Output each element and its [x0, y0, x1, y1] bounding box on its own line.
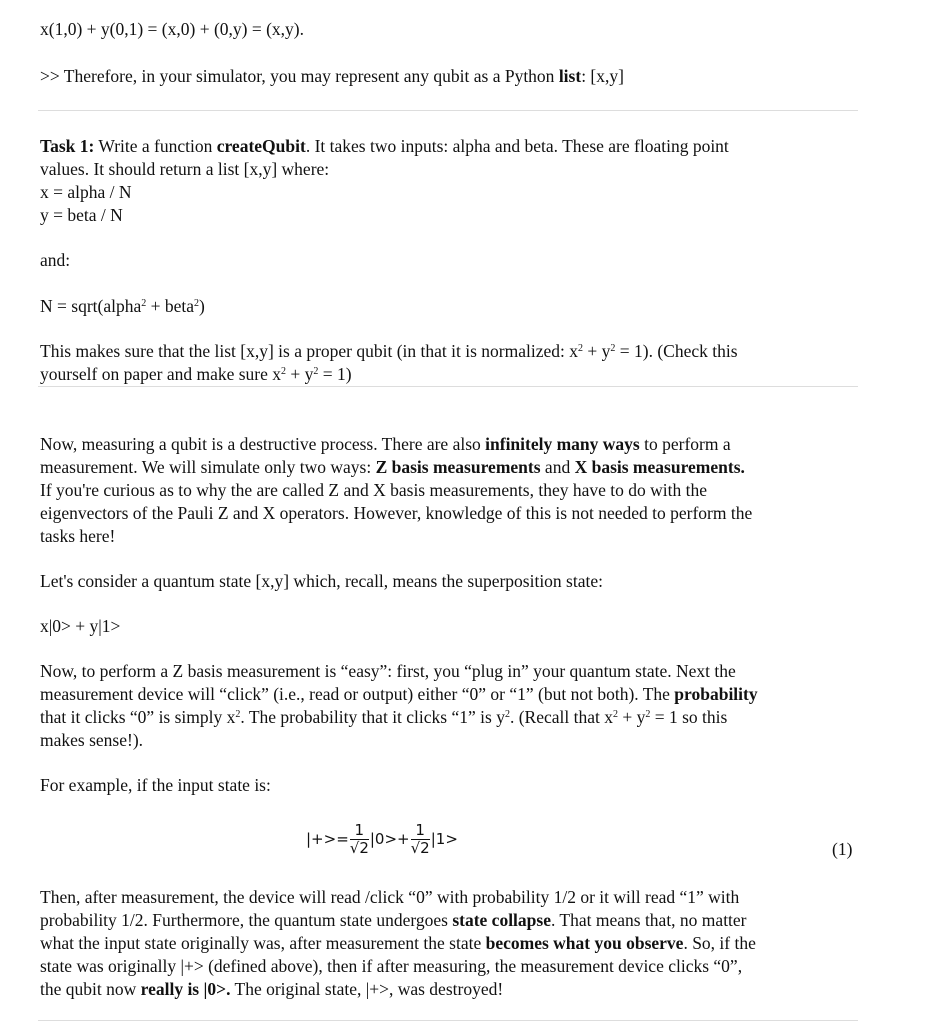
z-basis-line3: [40, 706, 727, 729]
eq-lhs: |+>=: [306, 830, 349, 848]
bold-text: probability: [674, 684, 758, 704]
superscript: 2: [141, 298, 147, 309]
z-basis-line1: Now, to perform a Z basis measurement is “easy”: first, you “plug in” your quantum state. Next the: [40, 661, 736, 681]
superscript: 2: [578, 343, 584, 354]
text: . So, if the: [683, 933, 756, 953]
eq-ket0: |0>+: [369, 830, 410, 848]
superscript: 2: [235, 709, 241, 720]
superscript: 2: [281, 366, 287, 377]
bold-text: Z basis measurements: [375, 457, 541, 477]
text: measurement. We will simulate only two ways:: [40, 457, 376, 477]
text: + y: [583, 341, 611, 361]
fraction: [350, 822, 369, 857]
note-suffix: : [x,y]: [581, 66, 624, 86]
superscript: 2: [504, 709, 510, 720]
y-definition: y = beta / N: [40, 205, 123, 225]
equation-number: (1): [832, 839, 853, 859]
text: + y: [286, 364, 314, 384]
example-intro: For example, if the input state is:: [40, 775, 271, 795]
n-suffix: ): [199, 296, 205, 316]
task1-line2: values. It should return a list [x,y] where:: [40, 159, 330, 179]
text: what the input state originally was, after measurement the state: [40, 933, 486, 953]
representation-note: [40, 65, 624, 88]
superposition-state: x|0> + y|1>: [40, 616, 121, 636]
text: to perform a: [639, 434, 731, 454]
text: probability 1/2. Furthermore, the quantum state undergoes: [40, 910, 453, 930]
normalization-note-1: [40, 340, 738, 363]
normalization-note-2: [40, 363, 352, 386]
superscript: 2: [612, 709, 618, 720]
measure-p1-line1: [40, 433, 731, 456]
bold-text: infinitely many ways: [485, 434, 640, 454]
text: measurement device will “click” (i.e., read or output) either “0” or “1” (but not both). The: [40, 684, 675, 704]
fraction: [411, 822, 430, 857]
measure-p1-line4: eigenvectors of the Pauli Z and X operators. However, knowledge of this is not needed to perform the: [40, 503, 753, 523]
n-definition: [40, 295, 205, 318]
fraction-numerator: 1: [411, 822, 430, 840]
n-prefix: N = sqrt(alpha: [40, 296, 142, 316]
text: This makes sure that the list [x,y] is a proper qubit (in that it is normalized: x: [40, 341, 579, 361]
superposition-intro: Let's consider a quantum state [x,y] which, recall, means the superposition state:: [40, 571, 603, 591]
divider: [38, 1020, 858, 1021]
divider: [38, 386, 858, 387]
text: Now, measuring a qubit is a destructive process. There are also: [40, 434, 486, 454]
collapse-line5: [40, 978, 503, 1001]
plus-state-equation: [306, 822, 458, 857]
measure-p1-line3: If you're curious as to why the are called Z and X basis measurements, they have to do with the: [40, 480, 707, 500]
text: + y: [617, 707, 646, 727]
fraction-numerator: 1: [350, 822, 369, 840]
and-label: and:: [40, 250, 71, 270]
text: and: [540, 457, 575, 477]
bold-text: state collapse: [452, 910, 551, 930]
superscript: 2: [645, 709, 651, 720]
task1-text-rest: . It takes two inputs: alpha and beta. These are floating point: [305, 136, 729, 156]
collapse-line3: [40, 932, 756, 955]
bold-text: X basis measurements.: [574, 457, 745, 477]
text: . That means that, no matter: [550, 910, 747, 930]
task1-line1: [40, 135, 729, 158]
task1-function-name: createQubit: [216, 136, 306, 156]
measure-p1-line5: tasks here!: [40, 526, 116, 546]
fraction-denominator: √2: [410, 839, 430, 857]
collapse-line4: state was originally |+> (defined above), then if after measuring, the measurement device clicks “0”,: [40, 956, 743, 976]
z-basis-line4: makes sense!).: [40, 730, 144, 750]
fraction-denominator: √2: [349, 839, 369, 857]
text: = 1 so this: [650, 707, 728, 727]
note-bold-list: list: [558, 66, 582, 86]
text: = 1): [318, 364, 352, 384]
superscript: 2: [313, 366, 319, 377]
task1-label: Task 1:: [40, 136, 95, 156]
measure-p1-line2: [40, 456, 745, 479]
x-definition: x = alpha / N: [40, 182, 132, 202]
task1-text: Write a function: [94, 136, 217, 156]
bold-text: becomes what you observe: [485, 933, 684, 953]
text: the qubit now: [40, 979, 141, 999]
eq-ket1: |1>: [430, 830, 458, 848]
text: = 1). (Check this: [615, 341, 738, 361]
text: The original state, |+>, was destroyed!: [230, 979, 504, 999]
superscript: 2: [194, 298, 200, 309]
superscript: 2: [610, 343, 616, 354]
collapse-line2: [40, 909, 747, 932]
bold-text: really is |0>.: [140, 979, 231, 999]
divider: [38, 110, 858, 111]
collapse-line1: Then, after measurement, the device will read /click “0” with probability 1/2 or it will read “1” with: [40, 887, 740, 907]
text: . (Recall that x: [509, 707, 613, 727]
note-prefix: >> Therefore, in your simulator, you may represent any qubit as a Python: [40, 66, 559, 86]
text: . The probability that it clicks “1” is y: [240, 707, 505, 727]
text: yourself on paper and make sure x: [40, 364, 282, 384]
n-mid: + beta: [146, 296, 195, 316]
z-basis-line2: [40, 683, 758, 706]
equation-line: x(1,0) + y(0,1) = (x,0) + (0,y) = (x,y).: [40, 19, 305, 39]
text: that it clicks “0” is simply x: [40, 707, 236, 727]
